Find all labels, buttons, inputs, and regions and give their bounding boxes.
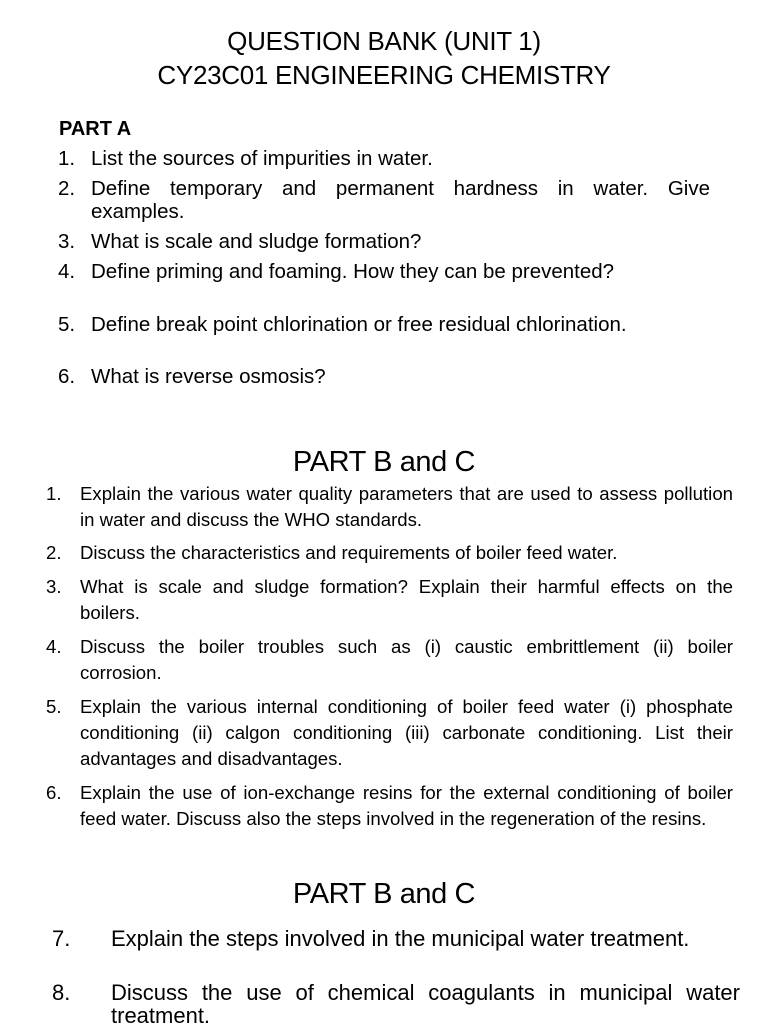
item-text: Define priming and foaming. How they can be prevented? [91,260,615,283]
list-item [46,574,733,626]
item-number: 2. [46,542,62,563]
item-number: 1. [46,483,62,504]
list-item [46,634,733,686]
list-item [58,177,710,223]
part-bc-heading: PART B and C [292,446,476,478]
part-bc-heading: PART B and C [292,878,476,910]
list-item [58,313,710,336]
item-number: 5. [46,696,62,717]
list-item [58,230,710,253]
item-number: 3. [46,576,62,597]
item-text: Explain the various water quality parameters that are used to assess pollution in water and discuss the WHO standards. [80,483,733,530]
list-item [52,927,740,950]
item-number: 7. [52,926,71,951]
list-item [46,481,733,533]
list-item [58,365,710,388]
item-text: What is scale and sludge formation? Explain their harmful effects on the boilers. [80,576,733,623]
item-text: Discuss the boiler troubles such as (i) caustic embrittlement (ii) boiler corrosion. [80,636,733,683]
item-number: 4. [46,636,62,657]
item-number: 1. [58,147,76,170]
item-text: Define temporary and permanent hardness in water. Give examples. [91,177,710,223]
item-text: Define break point chlorination or free residual chlorination. [91,313,627,336]
item-number: 2. [58,177,76,200]
list-item [58,260,710,283]
list-item [46,780,733,832]
document-title: QUESTION BANK (UNIT 1) [227,26,541,56]
item-text: Discuss the characteristics and requirements of boiler feed water. [80,542,618,563]
item-text: What is reverse osmosis? [91,365,326,388]
item-text: Discuss the use of chemical coagulants in municipal water treatment. [111,980,740,1028]
list-item [46,694,733,772]
list-item [58,147,710,170]
item-text: List the sources of impurities in water. [91,147,433,170]
course-title: CY23C01 ENGINEERING CHEMISTRY [157,60,611,90]
part-a-heading: PART A [59,118,132,140]
item-number: 6. [46,782,62,803]
list-item [46,540,733,566]
list-item [52,981,740,1027]
item-text: Explain the steps involved in the municipal water treatment. [111,926,690,951]
item-text: What is scale and sludge formation? [91,230,422,253]
item-number: 6. [58,365,76,388]
item-number: 5. [58,313,76,336]
item-number: 3. [58,230,76,253]
item-text: Explain the use of ion-exchange resins for the external conditioning of boiler feed water. Discuss also the steps involved in the regeneration of the resins. [80,782,733,829]
item-number: 8. [52,980,71,1005]
item-text: Explain the various internal conditioning of boiler feed water (i) phosphate conditioning (ii) calgon conditioning (iii) carbonate conditioning. List their advantages and disadvantages. [80,696,733,769]
item-number: 4. [58,260,76,283]
